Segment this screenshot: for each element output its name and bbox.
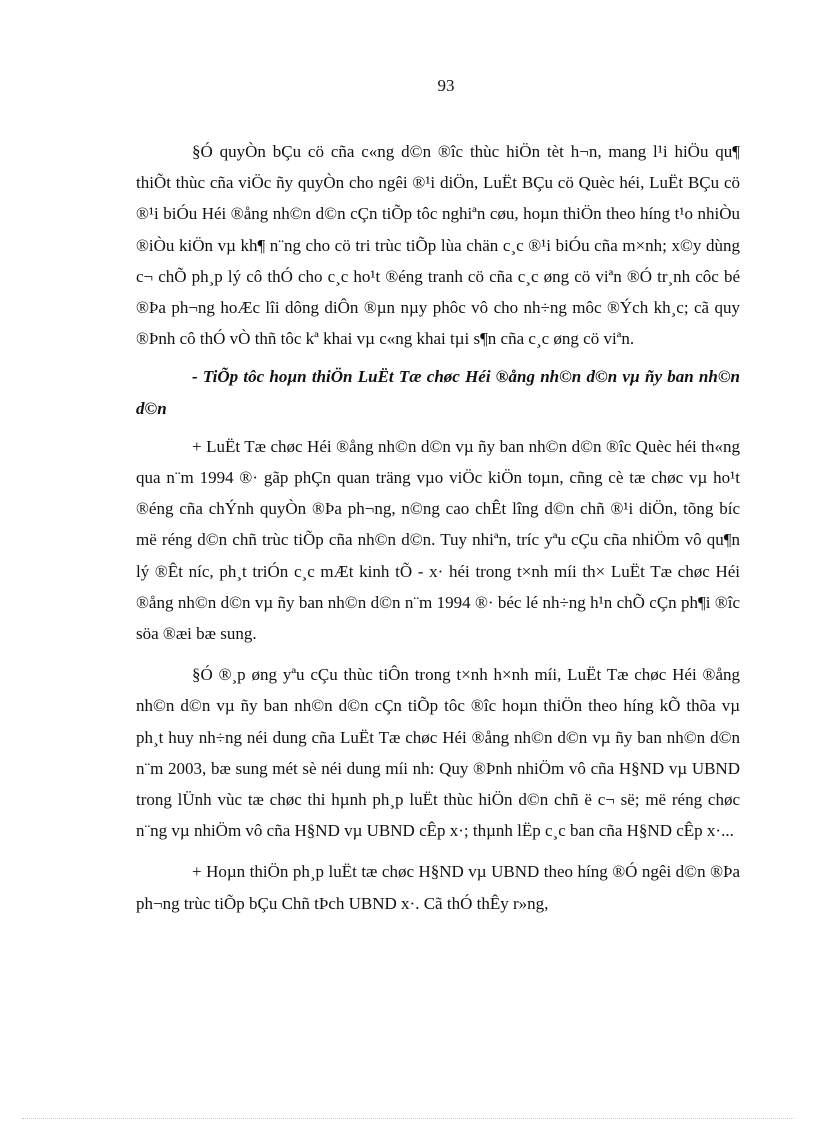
paragraph-election-law: §Ó quyÒn bÇu cö cña c«ng d©n ®îc thùc hiÖn tèt h¬n, mang l¹i hiÖu qu¶ thiÕt thùc cña viÖc ñy quyÒn cho ngêi ®¹i diÖn, LuËt BÇu cö Quèc héi, LuËt BÇu cö ®¹i biÓu Héi ®ång nh©n d©n cÇn tiÕp tôc nghiªn cøu, hoµn thiÖn theo híng t¹o nhiÒu ®iÒu kiÖn vµ kh¶ n¨ng cho cö tri trùc tiÕp lùa chän c¸c ®¹i biÓu cña m×nh; x©y dùng c¬ chÕ ph¸p lý cô thÓ cho c¸c ho¹t ®éng tranh cö cña c¸c øng cö viªn ®Ó tr¸nh côc bé ®Þa ph¬ng hoÆc lîi dông diÔn ®µn nµy phôc vô cho nh÷ng môc ®Ých kh¸c; cã quy ®Þnh cô thÓ vÒ thñ tôc kª khai vµ c«ng khai tµi s¶n cña c¸c øng cö viªn. (136, 142, 740, 349)
paragraph-direct-election: + Hoµn thiÖn ph¸p luËt tæ chøc H§ND vµ UBND theo híng ®Ó ngêi d©n ®Þa ph¬ng trùc tiÕp bÇu Chñ tÞch UBND x·. Cã thÓ thÊy r»ng, (136, 862, 740, 913)
section-heading: - TiÕp tôc hoµn thiÖn LuËt Tæ chøc Héi ®ång nh©n d©n vµ ñy ban nh©n d©n (136, 367, 740, 418)
document-body (136, 136, 740, 919)
page-number: 93 (437, 76, 455, 95)
paragraph-organization-law: + LuËt Tæ chøc Héi ®ång nh©n d©n vµ ñy ban nh©n d©n ®îc Quèc héi th«ng qua n¨m 1994 ®· gãp phÇn quan träng vµo viÖc kiÖn toµn, cñng cè tæ chøc vµ ho¹t ®éng cña chÝnh quyÒn ®Þa ph¬ng, n©ng cao chÊt lîng d©n chñ ®¹i diÖn, tõng bíc më réng d©n chñ trùc tiÕp cña nh©n d©n. Tuy nhiªn, tríc yªu cÇu cña nhiÖm vô qu¶n lý ®Êt níc, ph¸t triÓn c¸c mÆt kinh tÕ - x· héi trong t×nh míi th× LuËt Tæ chøc Héi ®ång nh©n d©n vµ ñy ban nh©n d©n n¨m 1994 ®· béc lé nh÷ng h¹n chÕ cÇn ph¶i ®îc söa ®æi bæ sung. (136, 436, 740, 644)
page-bottom-divider (22, 1118, 794, 1119)
paragraph-new-situation: §Ó ®¸p øng yªu cÇu thùc tiÔn trong t×nh h×nh míi, LuËt Tæ chøc Héi ®ång nh©n d©n vµ ñy ban nh©n d©n cÇn tiÕp tôc ®îc hoµn thiÖn theo híng kÕ thõa vµ ph¸t huy nh÷ng néi dung cña LuËt Tæ chøc Héi ®ång nh©n d©n vµ ñy ban nh©n d©n n¨m 2003, bæ sung mét sè néi dung míi nh: Quy ®Þnh nhiÖm vô cña H§ND vµ UBND trong lÜnh vùc tæ chøc thi hµnh ph¸p luËt thùc hiÖn d©n chñ ë c¬ së; më réng chøc n¨ng vµ nhiÖm vô cña H§ND vµ UBND cÊp x·; thµnh lËp c¸c ban cña H§ND cÊp x·... (136, 665, 740, 841)
